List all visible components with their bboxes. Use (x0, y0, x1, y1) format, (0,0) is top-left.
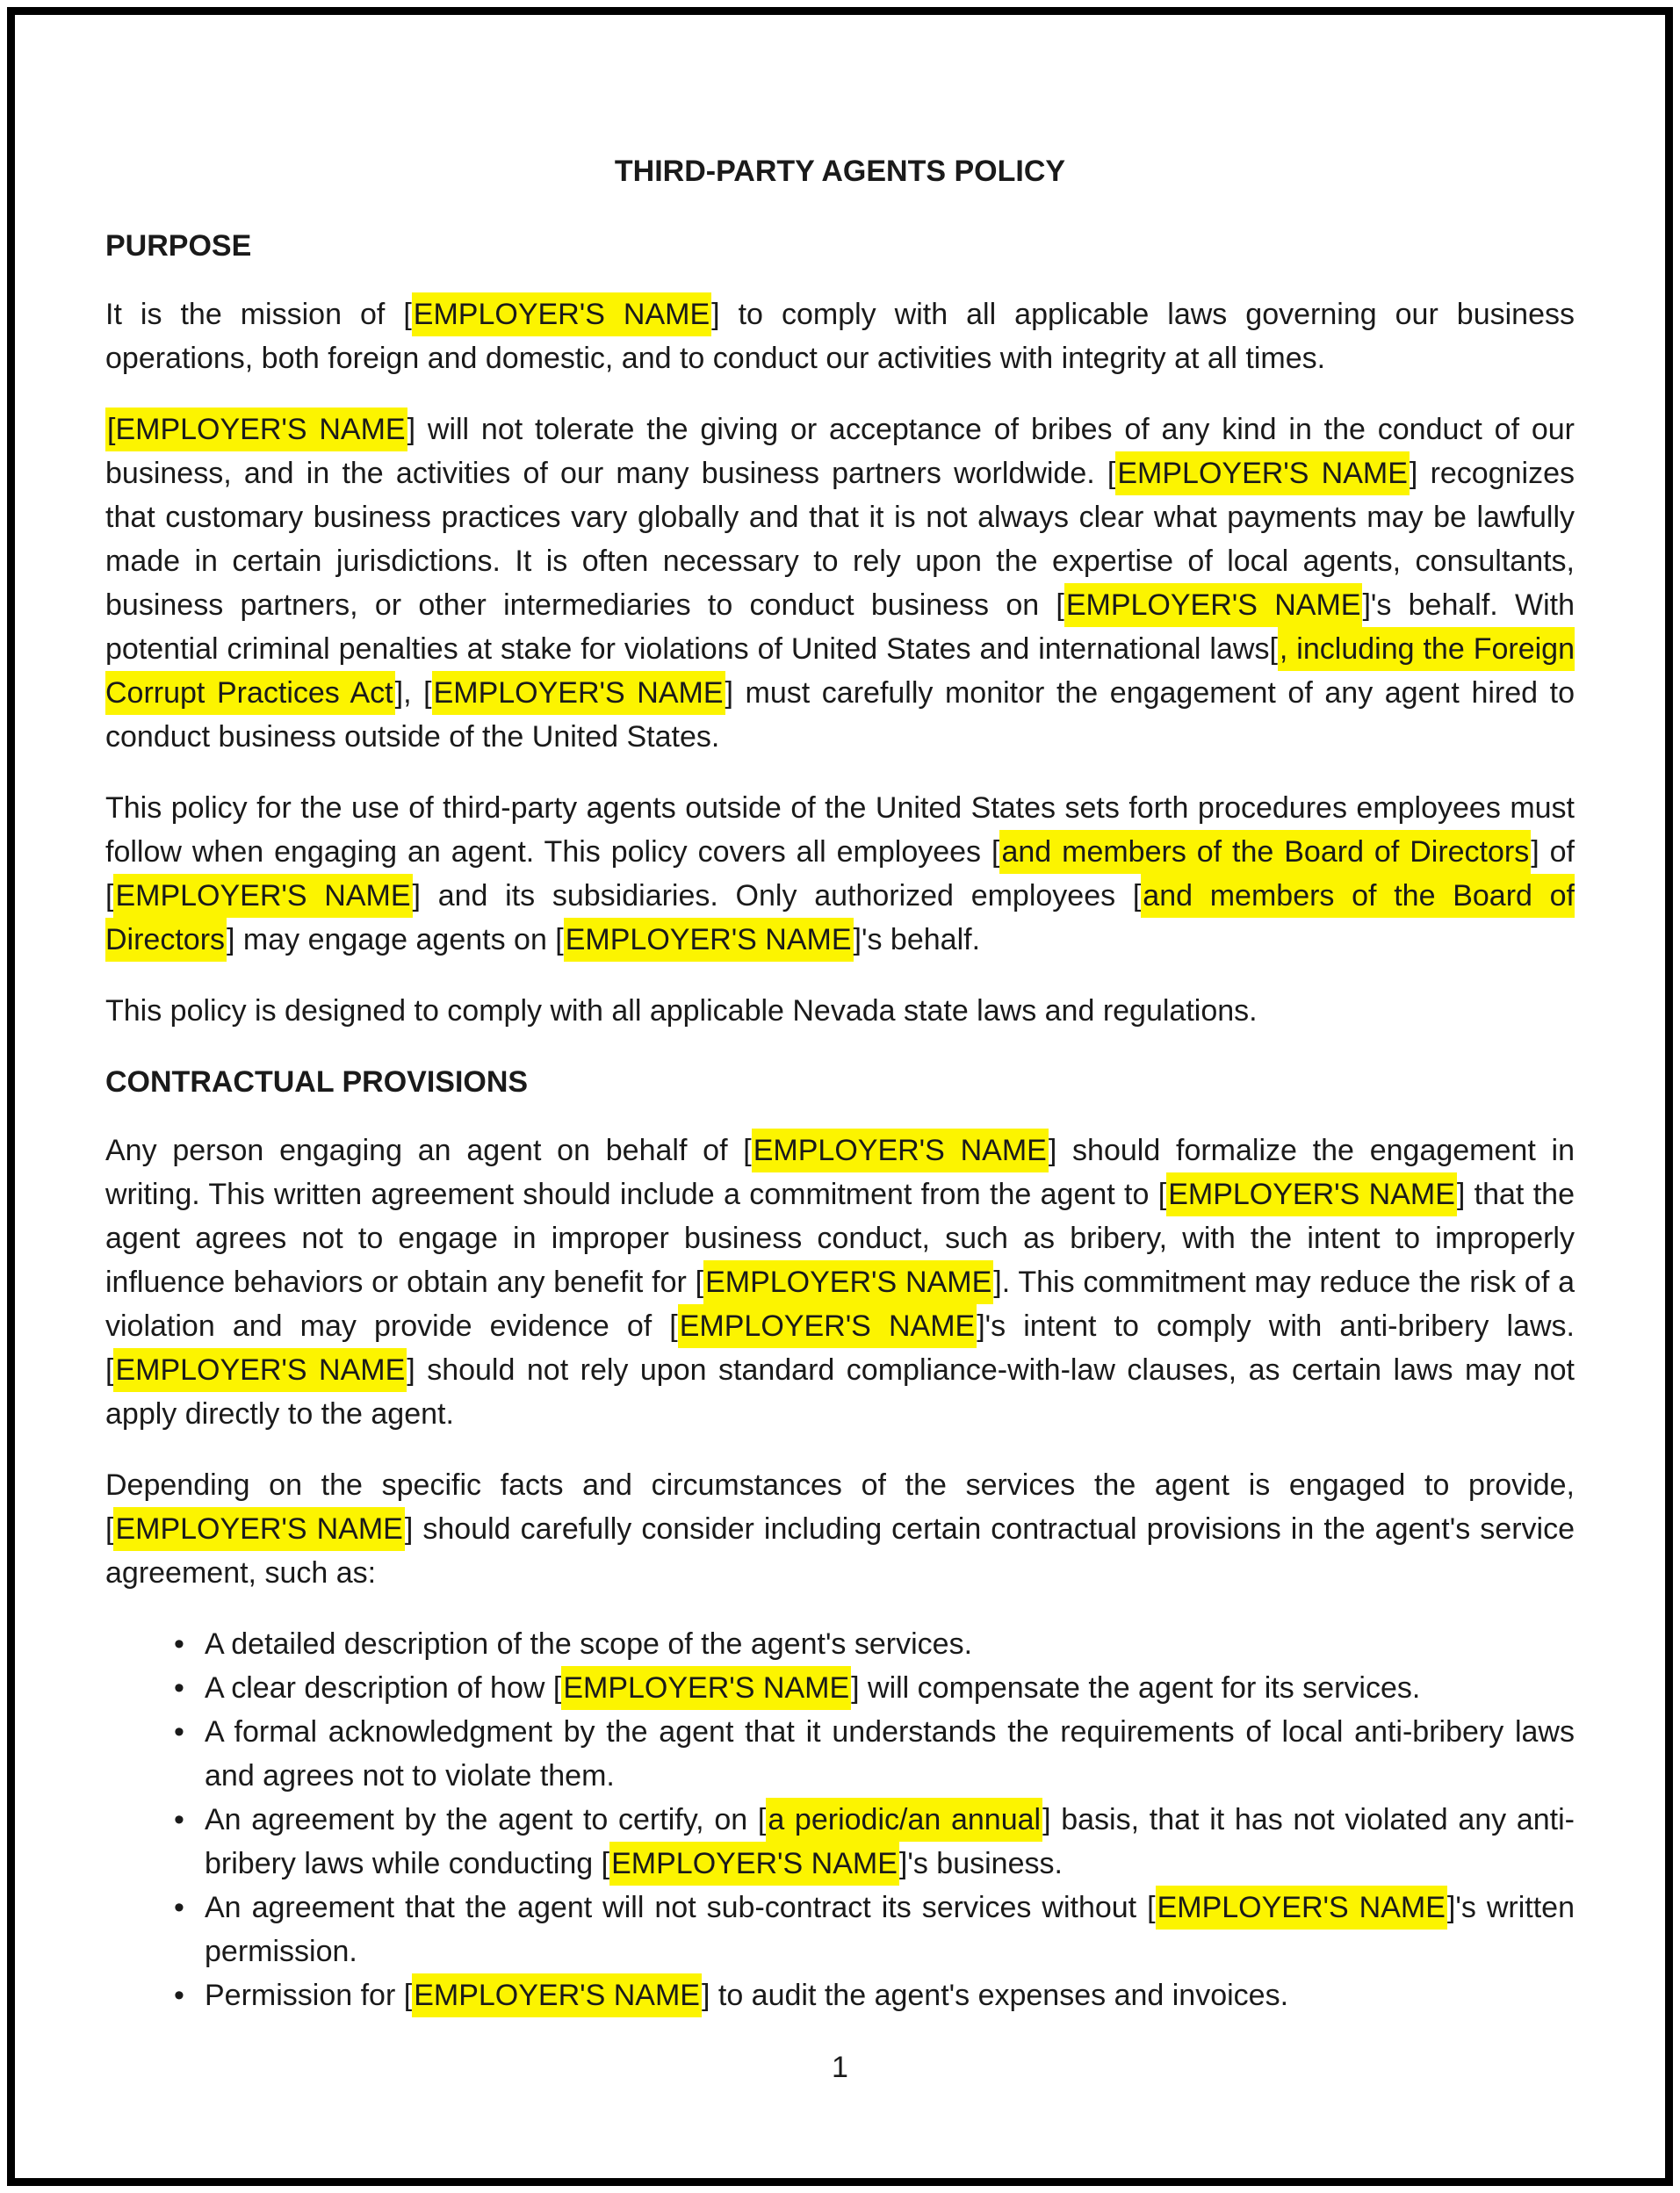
paragraph-text: ], [ (394, 676, 432, 710)
paragraph-text: ] may engage agents on [ (227, 923, 564, 956)
list-item (105, 1666, 1575, 1710)
highlighted-text: EMPLOYER'S NAME (1156, 1886, 1447, 1930)
paragraph-text: ] to comply with all applicable laws governing our business operations, both foreign and domestic, and to conduct our activities with integrity at all times. (105, 298, 1575, 375)
bullet-list (105, 1622, 1575, 2017)
highlighted-text: EMPLOYER'S NAME (412, 1973, 702, 2017)
paragraph-text: ] of [ (105, 835, 1575, 913)
paragraph-text: ] will not tolerate the giving or acceptance of bribes of any kind in the conduct of our business, and in the activities of our many business partners worldwide. [ (105, 413, 1575, 490)
paragraph (105, 292, 1575, 380)
document-title: THIRD-PARTY AGENTS POLICY (614, 155, 1066, 188)
paragraph-text: Depending on the specific facts and circumstances of the services the agent is engaged to provide, [ (105, 1468, 1575, 1546)
paragraph-text: ] recognizes that customary business practices vary globally and that it is not always clear what payments may be lawfully made in certain jurisdictions. It is often necessary to rely upon the expertise of local agents, consultants, business partners, or other intermediaries to conduct business on [ (105, 457, 1575, 622)
highlighted-text: EMPLOYER'S NAME (1115, 451, 1410, 495)
paragraph-text: ]'s behalf. (853, 923, 981, 956)
highlighted-text: a periodic/an annual (766, 1798, 1042, 1842)
highlighted-text: EMPLOYER'S NAME (752, 1129, 1049, 1172)
paragraph-text: This policy for the use of third-party agents outside of the United States sets forth procedures employees must follow when engaging an agent. This policy covers all employees [ (105, 791, 1575, 869)
list-item (105, 1622, 1575, 1666)
paragraph-text: ] to audit the agent's expenses and invoices. (701, 1979, 1289, 2012)
list-item (105, 1973, 1575, 2017)
paragraph-text: ]. This commitment may reduce the risk of a violation and may provide evidence of [ (105, 1266, 1575, 1343)
highlighted-text: EMPLOYER'S NAME (432, 671, 725, 715)
paragraph (105, 408, 1575, 759)
list-item (105, 1886, 1575, 1973)
paragraph-text: ] basis, that it has not violated any anti-bribery laws while conducting [ (205, 1803, 1575, 1880)
highlighted-text: EMPLOYER'S NAME (1064, 583, 1363, 627)
paragraph-text: ] should formalize the engagement in writing. This written agreement should include a commitment from the agent to [ (105, 1134, 1575, 1211)
highlighted-text: EMPLOYER'S NAME (678, 1304, 977, 1348)
highlighted-text: [EMPLOYER'S NAME (105, 408, 407, 451)
paragraph-text: A formal acknowledgment by the agent that it understands the requirements of local anti-bribery laws and agrees not to violate them. (205, 1715, 1575, 1793)
paragraph-text: ]'s intent to comply with anti-bribery laws. [ (105, 1309, 1575, 1387)
highlighted-text: EMPLOYER'S NAME (703, 1260, 993, 1304)
list-item (105, 1710, 1575, 1798)
highlighted-text: EMPLOYER'S NAME (113, 1507, 404, 1551)
paragraph-text: ] that the agent agrees not to engage in improper business conduct, such as bribery, with the intent to improperly influence behaviors or obtain any benefit for [ (105, 1178, 1575, 1299)
paragraph-text: ] should carefully consider including certain contractual provisions in the agent's service agreement, such as: (105, 1512, 1575, 1590)
paragraph (105, 1463, 1575, 1595)
paragraph (105, 1129, 1575, 1436)
highlighted-text: and members of the Board of Directors (105, 874, 1575, 962)
highlighted-text: EMPLOYER'S NAME (1166, 1172, 1457, 1216)
paragraph-text: This policy is designed to comply with all applicable Nevada state laws and regulations. (105, 994, 1258, 1028)
paragraph-text: An agreement by the agent to certify, on [ (205, 1803, 767, 1836)
paragraph (105, 989, 1575, 1033)
paragraph-text: ]'s business. (898, 1847, 1063, 1880)
paragraph-text: A detailed description of the scope of the agent's services. (205, 1627, 973, 1661)
paragraph-text: A clear description of how [ (205, 1671, 562, 1705)
page-number: 1 (832, 2051, 848, 2084)
highlighted-text: EMPLOYER'S NAME (113, 1348, 407, 1392)
list-item (105, 1798, 1575, 1886)
highlighted-text: EMPLOYER'S NAME (412, 292, 711, 336)
highlighted-text: EMPLOYER'S NAME (113, 874, 412, 918)
highlighted-text: EMPLOYER'S NAME (564, 918, 854, 962)
highlighted-text: EMPLOYER'S NAME (609, 1842, 899, 1886)
paragraph-text: ]'s behalf. With potential criminal penalties at stake for violations of United States and international laws[ (105, 588, 1575, 666)
paragraph-text: ] will compensate the agent for its services. (851, 1671, 1421, 1705)
highlighted-text: EMPLOYER'S NAME (561, 1666, 851, 1710)
paragraph-text: It is the mission of [ (105, 298, 412, 331)
paragraph-text: Any person engaging an agent on behalf of [ (105, 1134, 752, 1167)
section-heading: PURPOSE (105, 229, 252, 263)
highlighted-text: , including the Foreign Corrupt Practices Act (105, 627, 1575, 715)
paragraph-text: An agreement that the agent will not sub-contract its services without [ (205, 1891, 1156, 1924)
paragraph-text: ] must carefully monitor the engagement of any agent hired to conduct business outside of the United States. (105, 676, 1575, 754)
paragraph-text: ] and its subsidiaries. Only authorized employees [ (412, 879, 1142, 913)
paragraph-text: ] should not rely upon standard compliance-with-law clauses, as certain laws may not apply directly to the agent. (105, 1353, 1575, 1431)
highlighted-text: and members of the Board of Directors (999, 830, 1531, 874)
paragraph (105, 786, 1575, 962)
document-content (105, 149, 1575, 2017)
paragraph-text: Permission for [ (205, 1979, 413, 2012)
paragraph-text: ]'s written permission. (205, 1891, 1575, 1968)
section-heading: CONTRACTUAL PROVISIONS (105, 1065, 529, 1099)
document-body (105, 224, 1575, 2017)
